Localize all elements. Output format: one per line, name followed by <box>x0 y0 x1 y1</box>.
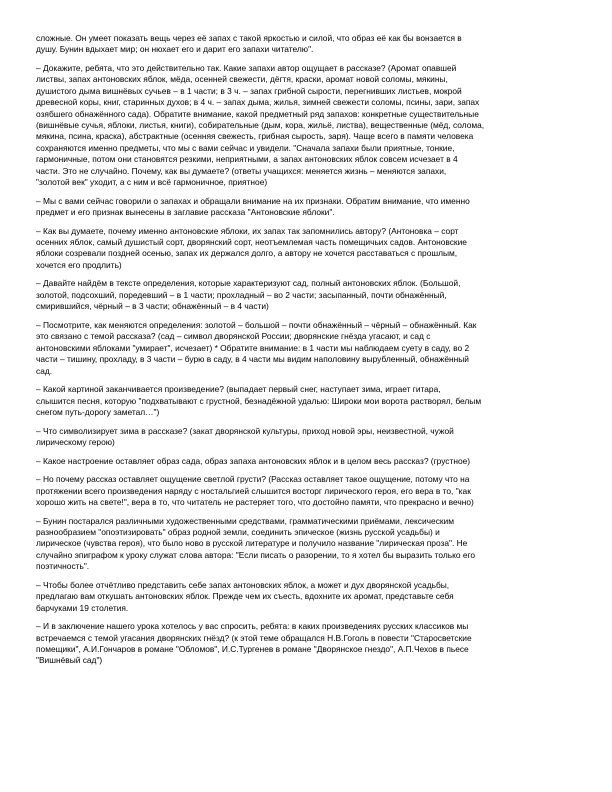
paragraph-12: – Чтобы более отчётливо представить себе запах антоновских яблок, а может и дух дворянской усадьбы, предлагаю вам откушать антоновских яблок. Прежде чем их съесть, вдохните их аромат, представьте себя барчуками 19 столетия. <box>36 579 454 613</box>
paragraph-5: – Давайте найдём в тексте определения, которые характеризуют сад, полный антоновских яблок. (Большой, золотой, подсохший, поредевший – в 1 части; прохладный – во 2 части; засыпанный, почти обнажённый, смирившийся, чёрный – в 3 части; обнажённый – в 4 части) <box>36 278 461 312</box>
paragraph-6: – Посмотрите, как меняются определения: золотой – большой – почти обнажённый – чёрный – обнажённый. Как это связано с темой рассказа? (сад – символ дворянской России; дворянские гнёзда угасают, и сад с антоновскими яблоками "умирает", исчезает) * Обратите внимание: в 1 части мы наблюдаем суету в саду, во 2 части – тишину, прохладу, в 3 части – бурю в саду, в 4 части мы видим наполовину вырубленный, обнажённый сад. <box>36 319 477 376</box>
paragraph-10: – Но почему рассказ оставляет ощущение светлой грусти? (Рассказ оставляет такое ощущение, потому что на протяжении всего произведения наряду с ностальгией слышится восторг лирического героя, его вера в то, "как хорошо жить на свете!", вера в то, что читатель не растеряет того, что достойно памяти, что прекрасно и вечно) <box>36 474 474 507</box>
paragraph-1: сложные. Он умеет показать вещь через её запах с такой яркостью и силой, что образ её как бы вонзается в душу. Бунин вдыхает мир; он нюхает его и дарит его запахи читателю". <box>36 33 462 55</box>
paragraph-2: – Докажите, ребята, что это действительно так. Какие запахи автор ощущает в рассказе? (Аромат опавшей листвы, запах антоновских яблок, мёда, осенней свежести, дёгтя, краски, аромат новой соломы, мякины, душистого дыма вишнёвых сучьев – в 1 части; в 3 ч. – запах грибной сырости, перегнивших листьев, мокрой древесной коры, книг, старинных духов; в 4 ч. – запах дыма, жилья, зимней свежести соломы, псины, зари, запах озябшего обнажённого сада). Обратите внимание, какой предметный ряд запахов: конкретные существительные (вишнёвые сучья, яблоки, листья, книги), собирательные (дым, кора, жильё, листва), вещественные (мёд, солома, мякина, псина, краска), абстрактные (осенняя свежесть, грибная сырость, заря). Чаще всего в памяти человека сохраняются именно предметы, что мы с вами сейчас и увидели. "Сначала запахи были приятные, тонкие, гармоничные, потом они становятся резкими, неприятными, а запах антоновских яблок совсем исчезает в 4 части. Это не случайно. Почему, как вы думаете? (ответы учащихся: меняется жизнь – меняются запахи, "золотой век" уходит, а с ним и всё гармоничное, приятное) <box>36 63 485 188</box>
paragraph-13: – И в заключение нашего урока хотелось у вас спросить, ребята: в каких произведениях русских классиков мы встречаемся с темой угасания дворянских гнёзд? (к этой теме обращался Н.В.Гоголь в повести "Старосветские помещики", А.И.Гончаров в романе "Обломов", И.С.Тургенев в романе "Дворянское гнездо", А.П.Чехов в пьесе "Вишнёвый сад") <box>36 621 472 666</box>
paragraph-4: – Как вы думаете, почему именно антоновские яблоки, их запах так запомнились автору? (Антоновка – сорт осенних яблок, самый душистый сорт, дворянский сорт, неотъемлемая часть помещичьих садов. Антоновские яблоки созревали поздней осенью, запах их держался долго, а автору не хочется расставаться с прошлым, хочется его продлить) <box>36 225 467 270</box>
paragraph-11: – Бунин постарался различными художественными средствами, грамматическими приёмами, лексическим разнообразием "опоэтизировать" образ родной земли, соединить эпическое (жизнь русской усадьбы) и лирическое (чувства героя), что было ново в русской литературе и получило название "лирическая проза". Не случайно эпиграфом к уроку служат слова автора: "Если писать о разорении, то я хотел бы выразить только его поэтичность". <box>36 515 476 572</box>
paragraph-9: – Какое настроение оставляет образ сада, образ запаха антоновских яблок и в целом весь рассказ? (грустное) <box>36 455 471 466</box>
paragraph-7: – Какой картиной заканчивается произведение? (выпадает первый снег, наступает зима, играет гитара, слышится песня, которую "подхватывают с грустной, безнадёжной удалью: Широки мои ворота растворял, белым снегом путь-дорогу заметал…") <box>36 384 482 417</box>
document-page <box>36 33 584 674</box>
paragraph-3: – Мы с вами сейчас говорили о запахах и обращали внимание на их признаки. Обратим внимание, что именно предмет и его признак вынесены в заглавие рассказа "Антоновские яблоки". <box>36 195 470 218</box>
paragraph-8: – Что символизирует зима в рассказе? (закат дворянской культуры, приход новой эры, неизвестной, чужой лирическому герою) <box>36 425 454 447</box>
